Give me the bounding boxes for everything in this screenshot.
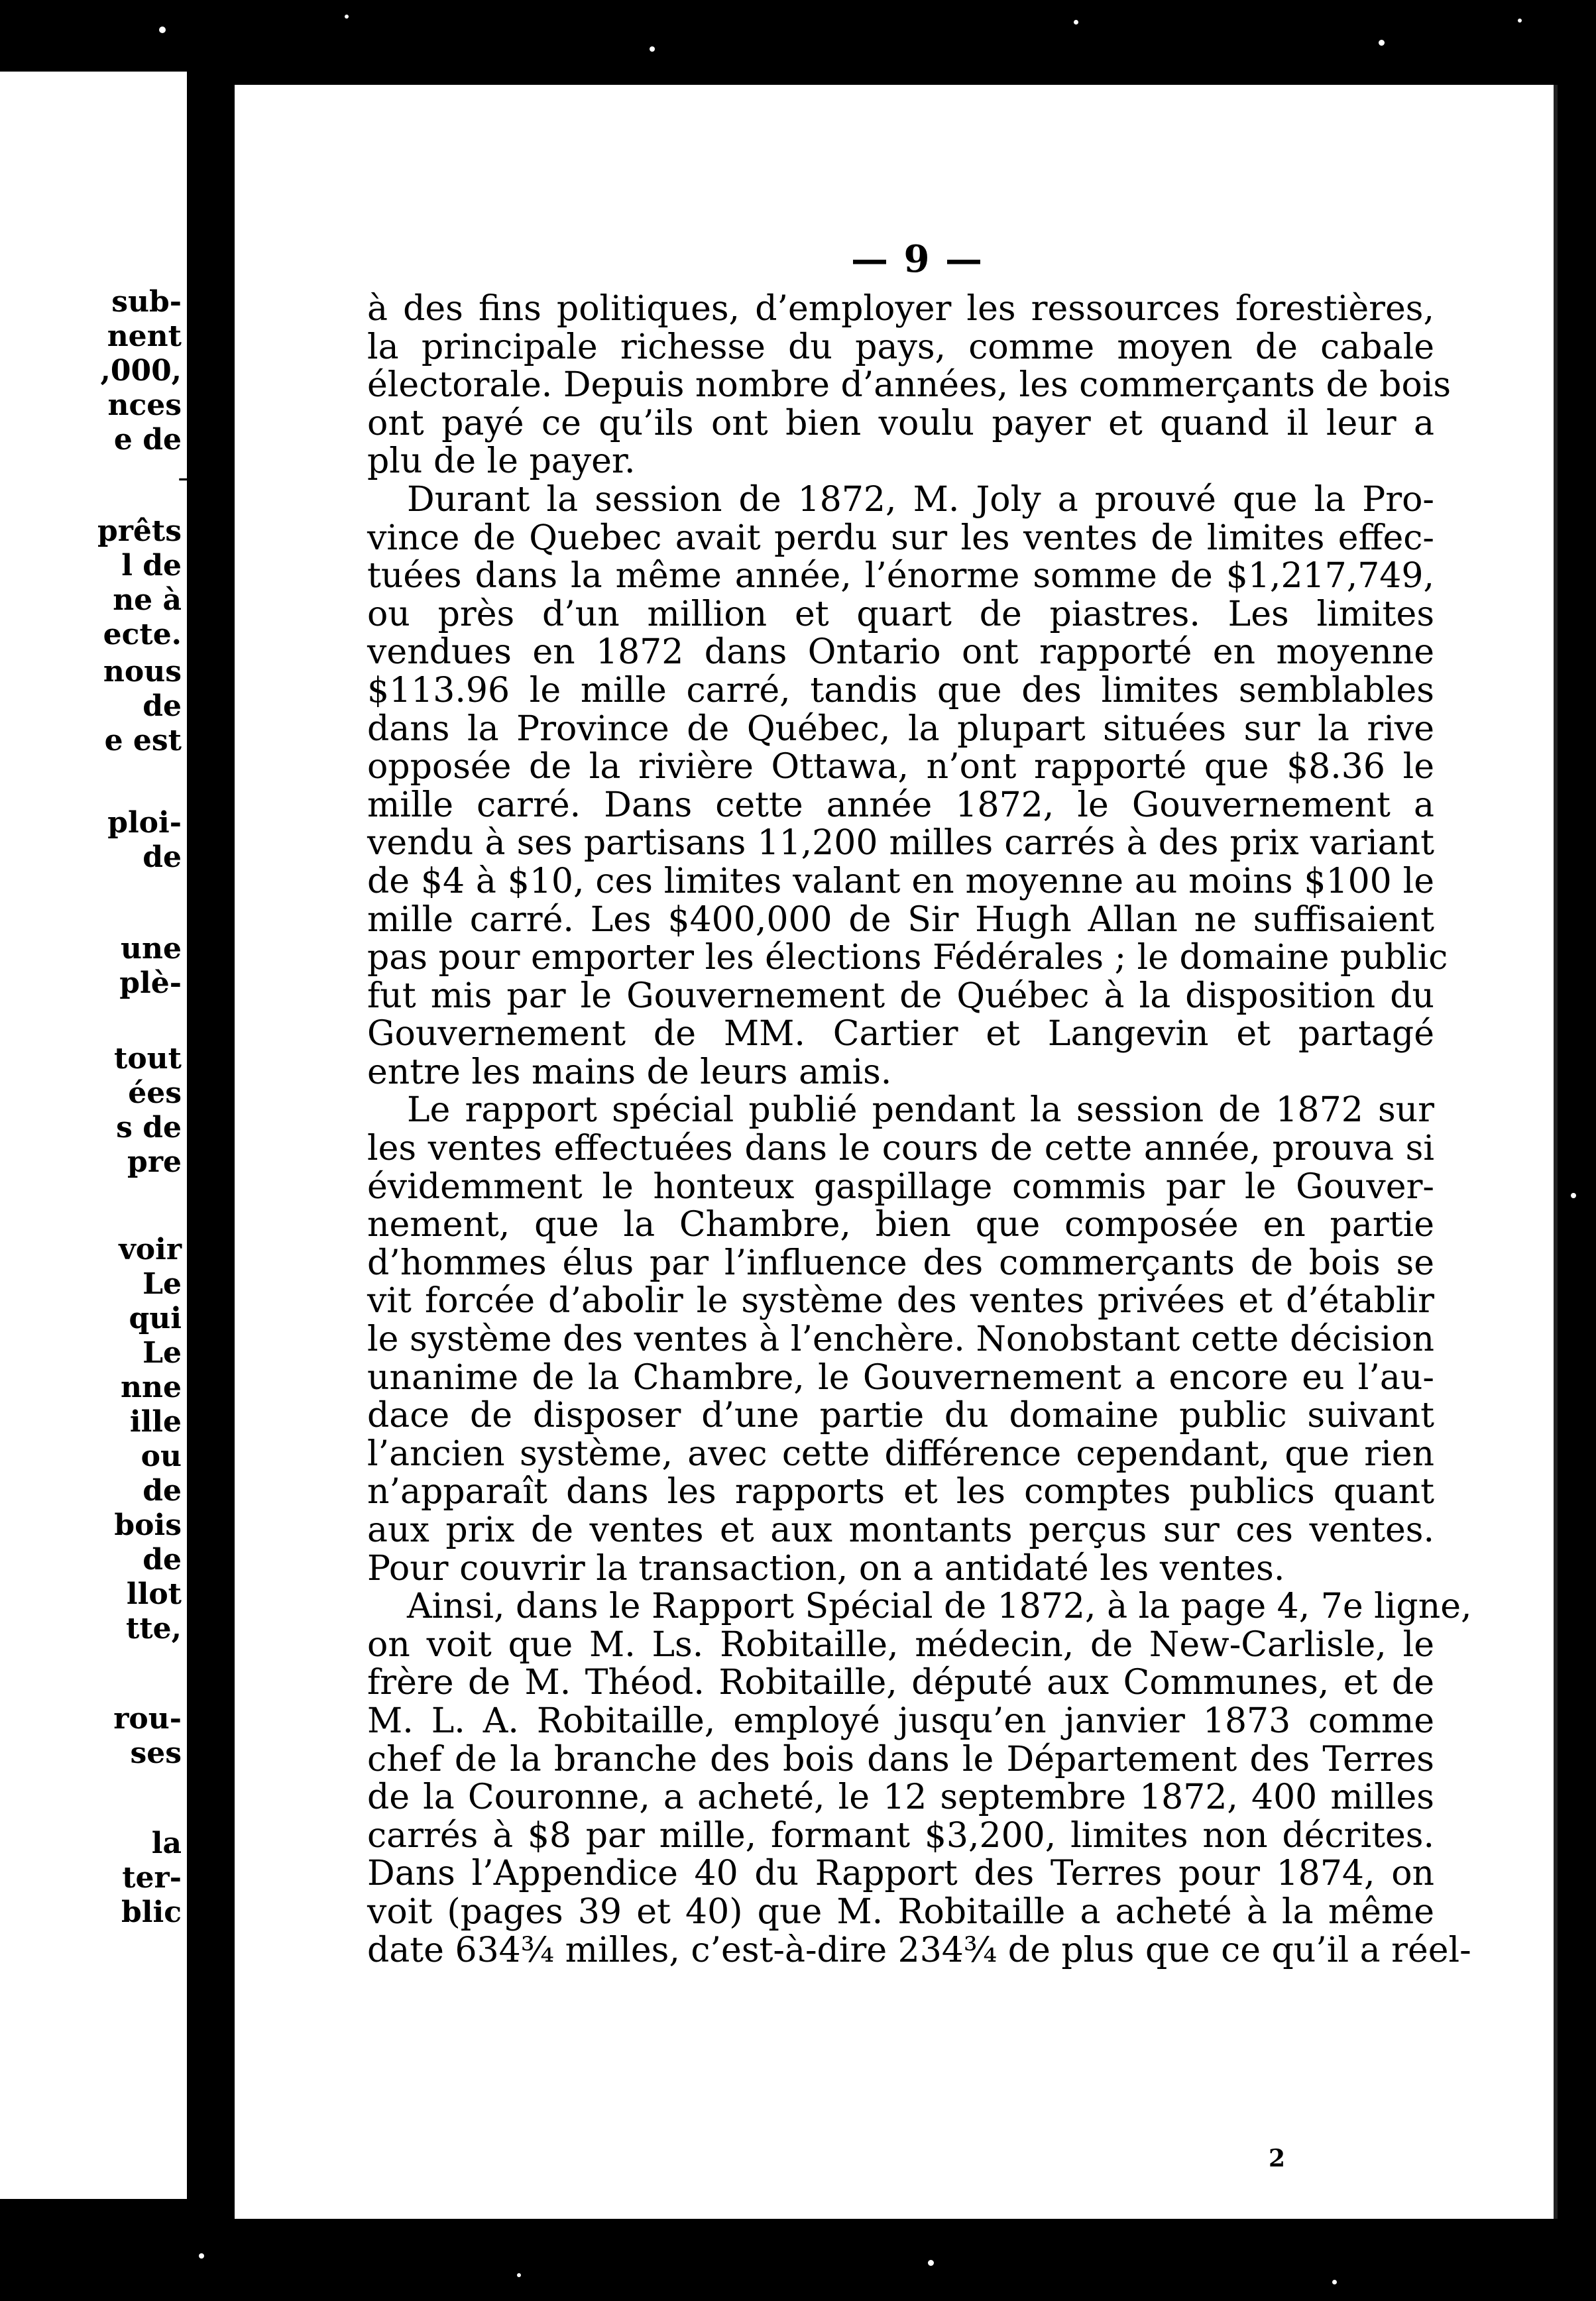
- left-page-fragment: ne à: [113, 583, 182, 617]
- page-body-text: [367, 289, 1472, 1970]
- left-page-fragment: tout: [114, 1042, 182, 1076]
- text-line: mille carré. Dans cette année 1872, le Gouvernement a: [367, 785, 1434, 825]
- scan-speck: [199, 2253, 204, 2259]
- text-line: opposée de la rivière Ottawa, n’ont rapporté que $8.36 le: [367, 747, 1434, 787]
- scan-speck: [1379, 40, 1385, 46]
- text-line: d’hommes élus par l’influence des commerçants de bois se: [367, 1243, 1434, 1283]
- text-line: entre les mains de leurs amis.: [367, 1052, 892, 1092]
- text-line: Le rapport spécial publié pendant la session de 1872 sur: [407, 1090, 1434, 1131]
- left-page-fragment: llot: [126, 1577, 182, 1611]
- left-page-fragment: sub-: [111, 285, 182, 319]
- scan-speck: [650, 46, 655, 52]
- text-line: ont payé ce qu’ils ont bien voulu payer et quand il leur a: [367, 403, 1434, 443]
- left-page-fragment: nent: [107, 319, 182, 353]
- text-line: ou près d’un million et quart de piastres. Les limites: [367, 594, 1434, 634]
- text-line: électorale. Depuis nombre d’années, les commerçants de bois: [367, 365, 1452, 406]
- text-line: de la Couronne, a acheté, le 12 septembre 1872, 400 milles: [367, 1777, 1434, 1818]
- page-number: — 9 —: [851, 237, 984, 281]
- text-line: fut mis par le Gouvernement de Québec à la disposition du: [367, 976, 1434, 1016]
- text-line: le système des ventes à l’enchère. Nonobstant cette décision: [367, 1319, 1434, 1360]
- book-page: [235, 85, 1558, 2219]
- text-line: chef de la branche des bois dans le Département des Terres: [367, 1739, 1434, 1779]
- text-line: l’ancien système, avec cette différence cependant, que rien: [367, 1433, 1434, 1474]
- text-line: nement, que la Chambre, bien que composée en partie: [367, 1205, 1434, 1245]
- text-line: n’apparaît dans les rapports et les comptes publics quant: [367, 1472, 1434, 1512]
- text-line: plu de le payer.: [367, 441, 636, 482]
- text-line: de $4 à $10, ces limites valant en moyenne au moins $100 le: [367, 861, 1434, 901]
- text-line: Gouvernement de MM. Cartier et Langevin et partagé: [367, 1014, 1434, 1054]
- left-page-fragment: la: [151, 1826, 182, 1860]
- text-line: frère de M. Théod. Robitaille, député aux Communes, et de: [367, 1663, 1434, 1703]
- text-line: à des fins politiques, d’employer les ressources forestières,: [367, 289, 1434, 329]
- margin-arrow-mark: →: [178, 464, 200, 494]
- scan-speck: [1571, 1193, 1576, 1198]
- text-line: unanime de la Chambre, le Gouvernement a encore eu l’au-: [367, 1357, 1434, 1398]
- left-page-fragment: l de: [121, 549, 182, 583]
- left-page-fragment: blic: [121, 1895, 182, 1929]
- left-page-fragment: plè-: [119, 966, 182, 1000]
- left-page-fragment: pre: [127, 1145, 182, 1179]
- scan-speck: [517, 2273, 521, 2277]
- left-page-fragment: prêts: [97, 514, 182, 548]
- text-line: vince de Quebec avait perdu sur les ventes de limites effec-: [367, 518, 1434, 558]
- book-gutter: [224, 78, 235, 2219]
- text-line: on voit que M. Ls. Robitaille, médecin, de New-Carlisle, le: [367, 1624, 1434, 1665]
- left-page-fragment: de: [142, 1474, 182, 1508]
- left-page-fragment: ou: [141, 1439, 182, 1473]
- left-page-fragment: bois: [114, 1508, 182, 1542]
- text-line: tuées dans la même année, l’énorme somme de $1,217,749,: [367, 556, 1434, 596]
- left-page-fragment: nces: [107, 388, 182, 422]
- scan-speck: [928, 2260, 934, 2266]
- scan-speck: [345, 15, 349, 19]
- left-page-fragment: qui: [129, 1302, 182, 1335]
- left-page-fragment: de: [142, 1543, 182, 1577]
- left-page-fragment: e est: [104, 724, 182, 758]
- text-line: Dans l’Appendice 40 du Rapport des Terres pour 1874, on: [367, 1854, 1434, 1894]
- left-page-fragment: une: [121, 932, 182, 966]
- left-page-fragment: Le: [142, 1267, 182, 1301]
- text-line: Ainsi, dans le Rapport Spécial de 1872, à la page 4, 7e ligne,: [407, 1587, 1472, 1627]
- text-line: $113.96 le mille carré, tandis que des limites semblables: [367, 670, 1434, 710]
- left-page-fragment: Le: [142, 1336, 182, 1370]
- scan-speck: [1332, 2280, 1337, 2284]
- left-page-fragment: ,000,: [100, 354, 182, 388]
- left-page-fragment: ille: [129, 1405, 182, 1439]
- left-page-fragment: rou-: [113, 1702, 182, 1736]
- scan-speck: [159, 27, 166, 33]
- left-page-fragment: e de: [113, 423, 182, 457]
- text-line: mille carré. Les $400,000 de Sir Hugh Allan ne suffisaient: [367, 899, 1434, 940]
- text-line: dans la Province de Québec, la plupart situées sur la rive: [367, 708, 1434, 749]
- text-line: évidemment le honteux gaspillage commis par le Gouver-: [367, 1166, 1434, 1207]
- left-page-fragment: s de: [116, 1111, 182, 1145]
- signature-mark: 2: [1269, 2145, 1286, 2172]
- text-line: vendues en 1872 dans Ontario ont rapporté en moyenne: [367, 632, 1434, 673]
- text-line: carrés à $8 par mille, formant $3,200, limites non décrites.: [367, 1815, 1434, 1856]
- text-line: la principale richesse du pays, comme moyen de cabale: [367, 327, 1434, 367]
- left-page-fragment: nous: [103, 655, 182, 689]
- text-line: vit forcée d’abolir le système des ventes privées et d’établir: [367, 1281, 1434, 1321]
- text-line: pas pour emporter les élections Fédérales ; le domaine public: [367, 938, 1448, 978]
- scan-speck: [1074, 20, 1078, 25]
- left-page-fragment: tte,: [126, 1612, 182, 1646]
- text-line: vendu à ses partisans 11,200 milles carrés à des prix variant: [367, 823, 1434, 864]
- left-page-fragment: ter-: [122, 1861, 182, 1895]
- text-line: dace de disposer d’une partie du domaine public suivant: [367, 1396, 1434, 1436]
- scan-speck: [1518, 19, 1522, 23]
- left-page-fragment: ecte.: [103, 618, 182, 651]
- text-line: aux prix de ventes et aux montants perçus sur ces ventes.: [367, 1510, 1434, 1550]
- left-page-fragment: ées: [128, 1076, 182, 1110]
- left-page-fragment: de: [142, 840, 182, 874]
- text-line: voit (pages 39 et 40) que M. Robitaille a acheté à la même: [367, 1891, 1434, 1932]
- text-line: Pour couvrir la transaction, on a antidaté les ventes.: [367, 1548, 1285, 1589]
- left-page-fragment: ploi-: [107, 806, 182, 840]
- left-facing-page: [0, 72, 187, 2199]
- text-line: M. L. A. Robitaille, employé jusqu’en janvier 1873 comme: [367, 1701, 1434, 1741]
- left-page-fragment: ses: [130, 1736, 182, 1770]
- left-page-fragment: voir: [119, 1233, 182, 1266]
- text-line: Durant la session de 1872, M. Joly a prouvé que la Pro-: [407, 479, 1434, 520]
- left-page-fragment: de: [142, 689, 182, 723]
- text-line: date 634¾ milles, c’est-à-dire 234¾ de plus que ce qu’il a réel-: [367, 1930, 1471, 1970]
- text-line: les ventes effectuées dans le cours de cette année, prouva si: [367, 1129, 1434, 1169]
- left-page-fragment: nne: [121, 1371, 182, 1404]
